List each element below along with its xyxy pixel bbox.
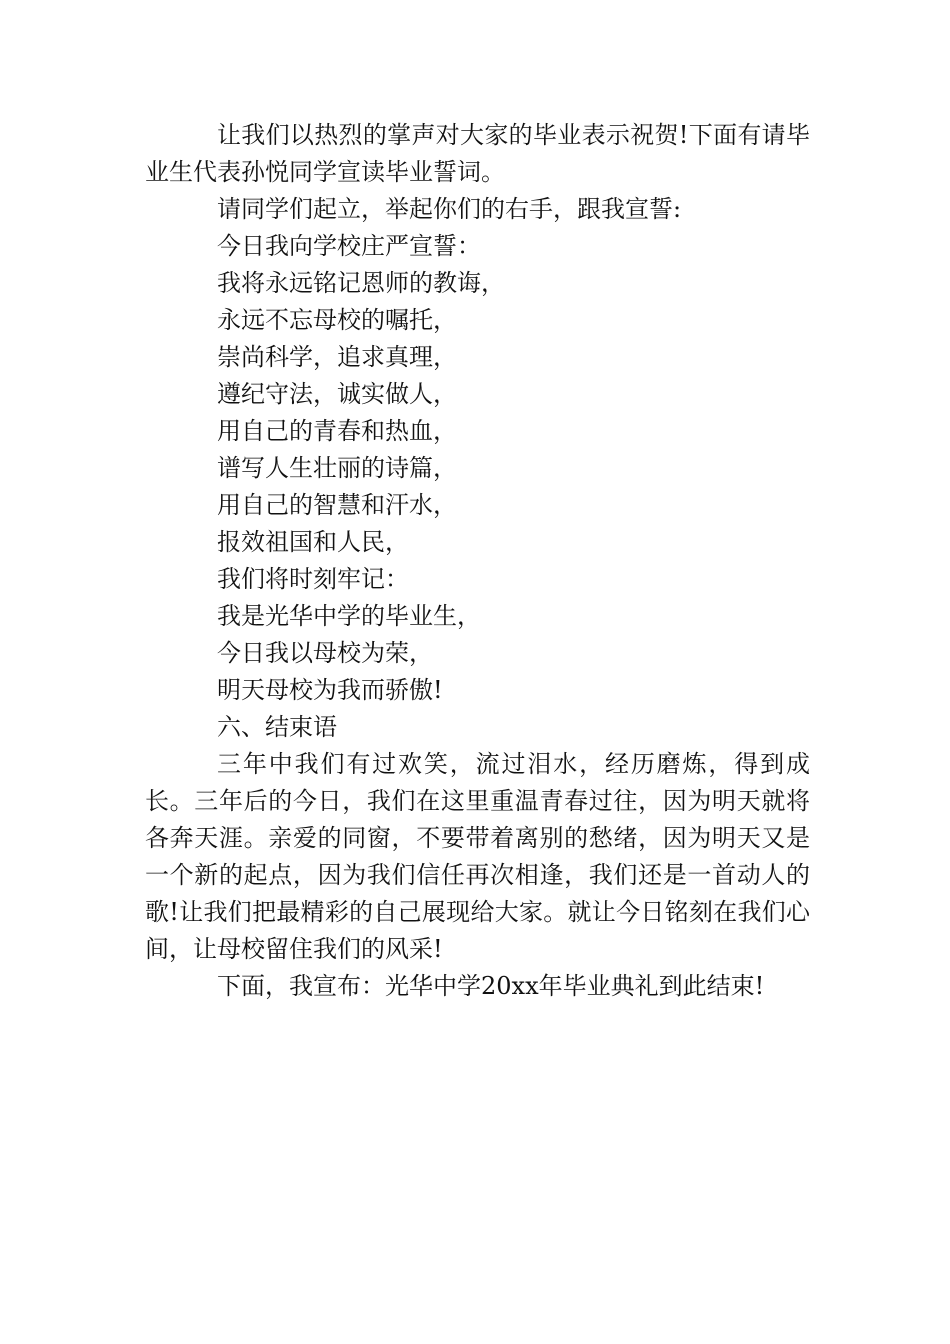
oath-line: 我们将时刻牢记： (217, 565, 409, 593)
section-heading-closing: 六、结束语 (217, 713, 337, 741)
oath-line: 报效祖国和人民， (217, 528, 409, 556)
oath-line: 我是光华中学的毕业生， (217, 602, 481, 630)
oath-line: 崇尚科学，追求真理， (217, 343, 457, 371)
oath-line: 用自己的智慧和汗水， (217, 491, 457, 519)
document-body (145, 117, 810, 1005)
paragraph-oath-instruction: 请同学们起立，举起你们的右手，跟我宣誓: (217, 195, 682, 223)
paragraph-closing-remarks: 三年中我们有过欢笑，流过泪水，经历磨炼，得到成长。三年后的今日，我们在这里重温青春过往，因为明天就将各奔天涯。亲爱的同窗，不要带着离别的愁绪，因为明天又是一个新的起点，因为我们信任再次相逢，我们还是一首动人的歌!让我们把最精彩的自己展现给大家。就让今日铭刻在我们心间，让母校留住我们的风采! (145, 750, 810, 963)
oath-line: 今日我向学校庄严宣誓： (217, 232, 481, 260)
oath-line: 遵纪守法，诚实做人， (217, 380, 457, 408)
oath-line: 永远不忘母校的嘱托， (217, 306, 457, 334)
oath-line: 今日我以母校为荣， (217, 639, 433, 667)
oath-line: 用自己的青春和热血， (217, 417, 457, 445)
paragraph-congratulations: 让我们以热烈的掌声对大家的毕业表示祝贺!下面有请毕业生代表孙悦同学宣读毕业誓词。 (145, 121, 810, 186)
oath-line: 谱写人生壮丽的诗篇， (217, 454, 457, 482)
paragraph-ceremony-end: 下面，我宣布：光华中学20xx年毕业典礼到此结束! (217, 972, 765, 1000)
oath-line: 我将永远铭记恩师的教诲， (217, 269, 505, 297)
oath-line: 明天母校为我而骄傲! (217, 676, 443, 704)
